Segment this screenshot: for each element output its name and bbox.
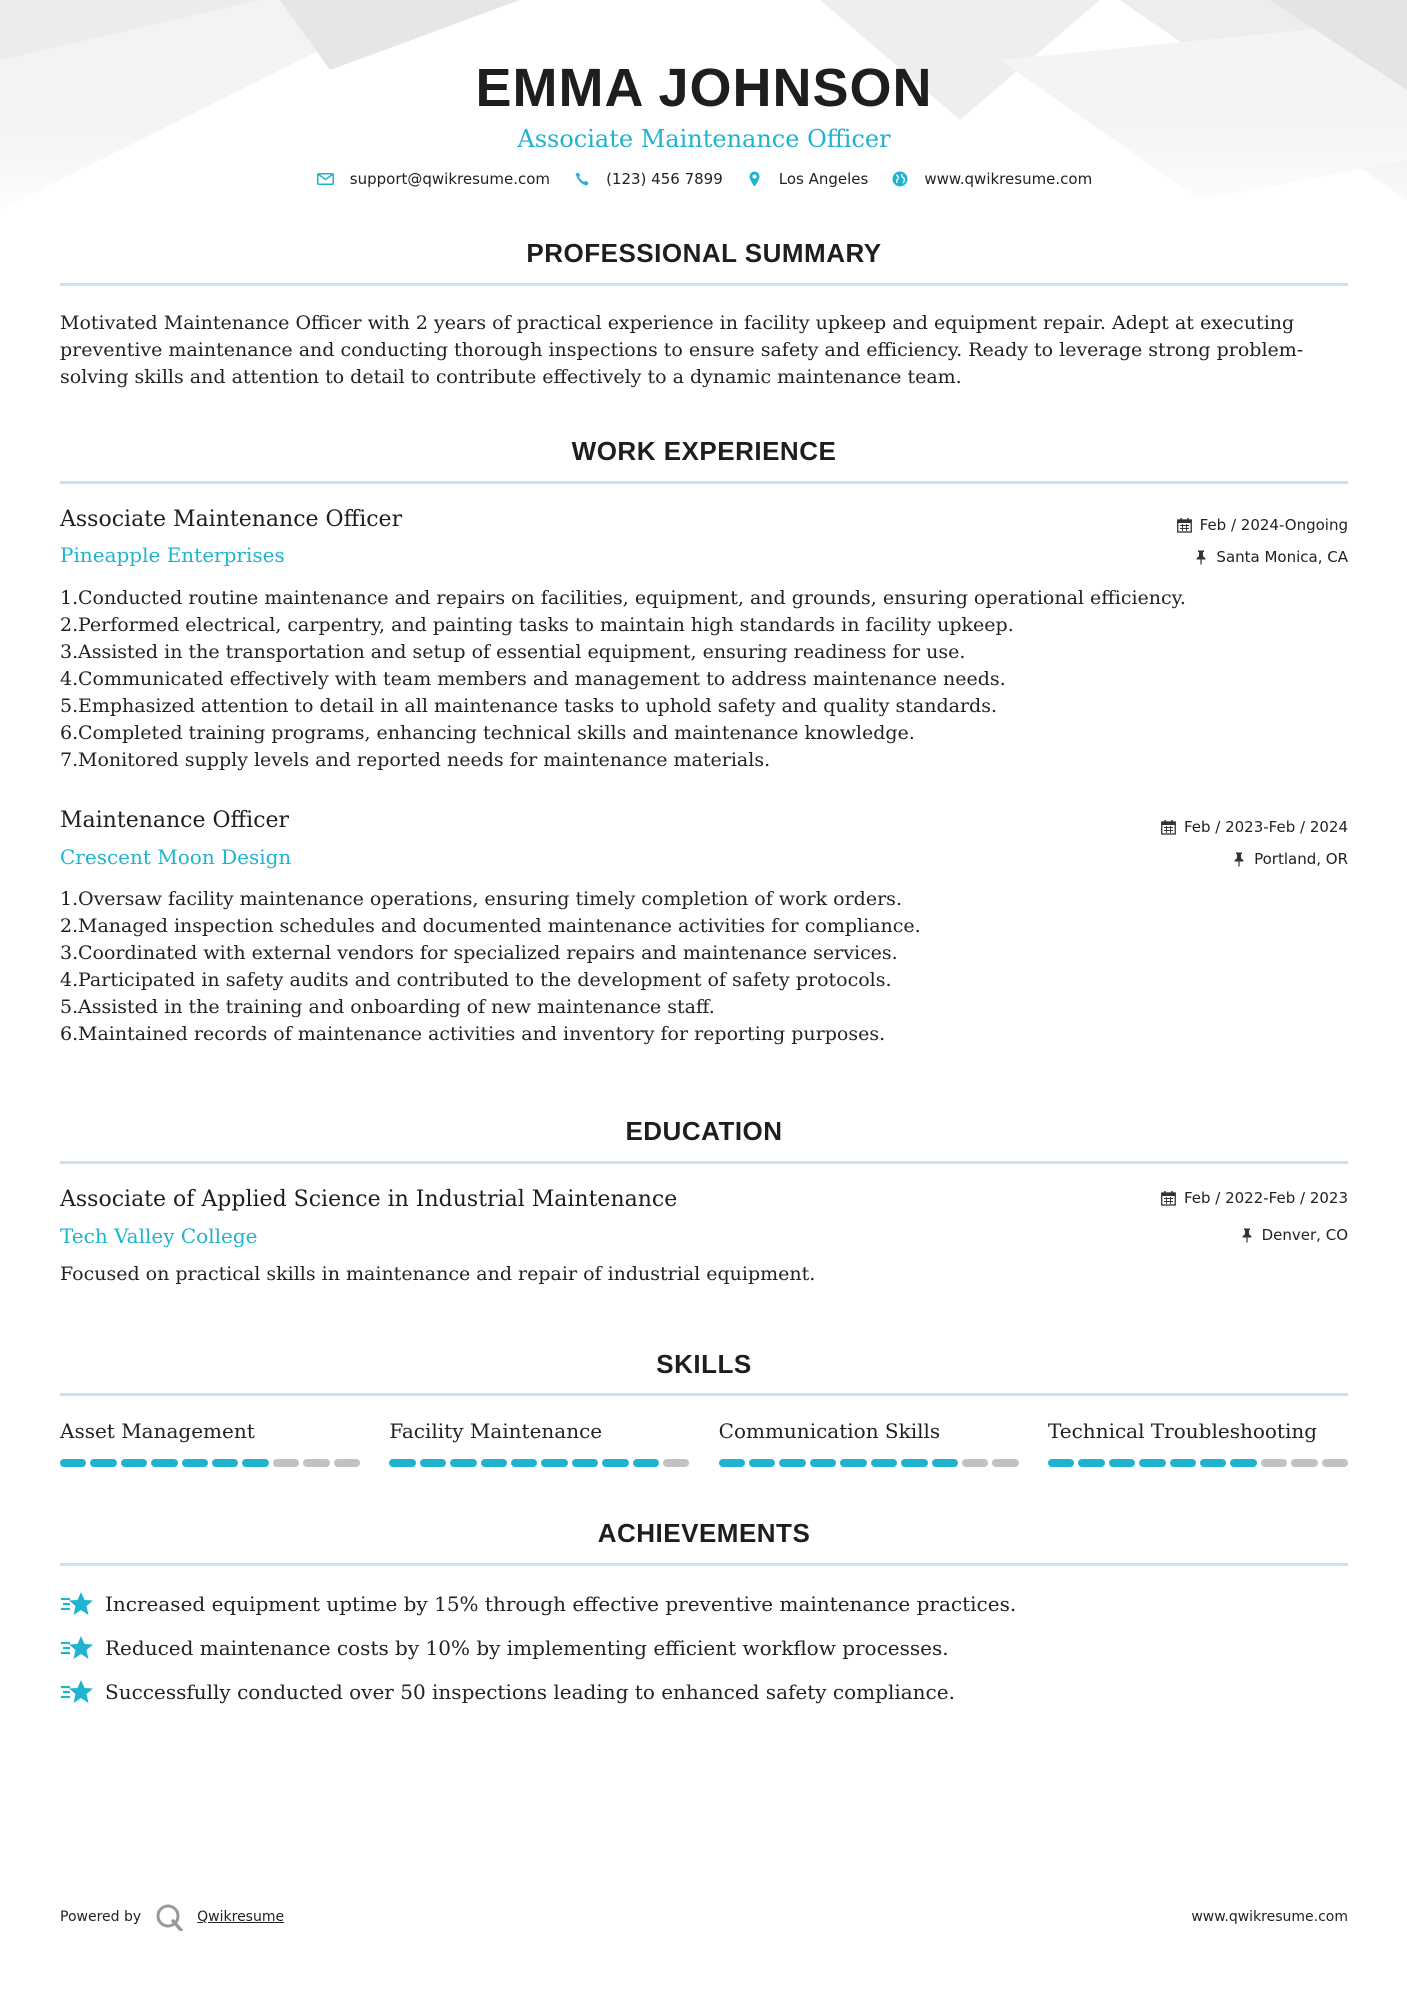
job-dates: [1161, 818, 1348, 836]
list-text: Communicated effectively with team members and management to address maintenance needs.: [78, 668, 1006, 690]
achievement-item: [60, 1670, 1348, 1714]
list-item: [60, 747, 1348, 774]
job-title: Maintenance Officer: [60, 808, 290, 833]
skill-level-segment: [450, 1459, 476, 1467]
contact-bar: [60, 170, 1348, 188]
job-bullets: [60, 886, 1348, 1048]
achievements-heading: ACHIEVEMENTS: [597, 1518, 811, 1548]
list-number: 4.: [60, 969, 79, 991]
pushpin-icon: [1193, 549, 1209, 565]
list-text: Emphasized attention to detail in all maintenance tasks to uphold safety and quality standards.: [78, 695, 997, 717]
skill-level-segment: [1048, 1459, 1074, 1467]
list-number: 6.: [60, 722, 79, 744]
list-number: 3.: [60, 942, 79, 964]
list-item: [60, 940, 1348, 967]
phone-icon: [572, 170, 592, 188]
skill-level-segment: [779, 1459, 805, 1467]
skill-level-segment: [1230, 1459, 1256, 1467]
skill-level-segment: [1322, 1459, 1348, 1467]
skill-level-segment: [541, 1459, 567, 1467]
education-divider: [60, 1161, 1348, 1164]
education-heading: EDUCATION: [625, 1116, 783, 1146]
skill-level-segment: [481, 1459, 507, 1467]
list-text: Conducted routine maintenance and repairs on facilities, equipment, and grounds, ensuring operational efficiency.: [78, 587, 1186, 609]
skill-item: [389, 1418, 689, 1467]
skill-level-segment: [633, 1459, 659, 1467]
skill-level-segment: [663, 1459, 689, 1467]
list-number: 6.: [60, 1023, 79, 1045]
list-item: [60, 666, 1348, 693]
job-dates-text: Feb / 2024-Ongoing: [1199, 516, 1348, 534]
skill-level-segment: [389, 1459, 415, 1467]
skill-level-bar: [389, 1459, 689, 1467]
achievement-item: [60, 1582, 1348, 1626]
list-number: 2.: [60, 915, 79, 937]
skill-level-segment: [242, 1459, 268, 1467]
skill-level-segment: [1200, 1459, 1226, 1467]
education-dates-text: Feb / 2022-Feb / 2023: [1183, 1189, 1348, 1207]
list-text: Assisted in the transportation and setup of essential equipment, ensuring readiness for use.: [78, 641, 966, 663]
job-company: Crescent Moon Design: [60, 845, 292, 869]
achievements-divider: [60, 1563, 1348, 1566]
summary-divider: [60, 283, 1348, 286]
list-item: [60, 913, 1348, 940]
list-item: [60, 585, 1348, 612]
list-text: Coordinated with external vendors for specialized repairs and maintenance services.: [78, 942, 898, 964]
job-bullets: [60, 585, 1348, 774]
education-dates: [1161, 1189, 1348, 1207]
skill-level-segment: [182, 1459, 208, 1467]
achievements-list: [60, 1582, 1348, 1714]
skill-level-segment: [572, 1459, 598, 1467]
skill-level-segment: [121, 1459, 147, 1467]
skill-level-segment: [303, 1459, 329, 1467]
list-text: Performed electrical, carpentry, and painting tasks to maintain high standards in facility upkeep.: [78, 614, 1014, 636]
contact-email-text: support@qwikresume.com: [349, 170, 551, 188]
calendar-icon: [1177, 517, 1193, 533]
list-text: Participated in safety audits and contributed to the development of safety protocols.: [78, 969, 892, 991]
candidate-name: EMMA JOHNSON: [475, 58, 933, 118]
skill-level-segment: [749, 1459, 775, 1467]
job-dates: [1177, 516, 1348, 534]
skill-level-segment: [420, 1459, 446, 1467]
skill-level-segment: [60, 1459, 86, 1467]
skill-level-segment: [602, 1459, 628, 1467]
education-location-text: Denver, CO: [1261, 1226, 1348, 1244]
skill-level-segment: [719, 1459, 745, 1467]
job-company: Pineapple Enterprises: [60, 543, 285, 567]
list-item: [60, 1021, 1348, 1048]
skill-level-segment: [212, 1459, 238, 1467]
map-pin-icon: [745, 170, 765, 188]
skill-level-segment: [334, 1459, 360, 1467]
list-item: [60, 693, 1348, 720]
globe-icon: [890, 170, 910, 188]
summary-heading: PROFESSIONAL SUMMARY: [526, 238, 882, 268]
qwikresume-link[interactable]: Qwikresume: [197, 1909, 285, 1925]
shooting-star-icon: [60, 1589, 94, 1619]
job-location-text: Santa Monica, CA: [1216, 548, 1348, 566]
candidate-title: Associate Maintenance Officer: [517, 125, 891, 153]
skill-level-segment: [901, 1459, 927, 1467]
skill-level-segment: [1078, 1459, 1104, 1467]
list-number: 1.: [60, 587, 79, 609]
skill-level-segment: [1261, 1459, 1287, 1467]
skill-item: [1048, 1418, 1348, 1467]
list-number: 1.: [60, 888, 79, 910]
summary-text: Motivated Maintenance Officer with 2 years of practical experience in facility upkeep and equipment repair. Adept at executing preventive maintenance and conducting thorough inspections to ensure safety and efficiency. Ready to leverage strong problem-solving skills and attention to detail to contribute effectively to a dynamic maintenance team.: [60, 312, 1304, 388]
footer-branding: [60, 1903, 284, 1931]
skills-heading: SKILLS: [656, 1349, 752, 1379]
job-location-text: Portland, OR: [1254, 850, 1348, 868]
contact-location-text: Los Angeles: [778, 170, 869, 188]
pushpin-icon: [1231, 851, 1247, 867]
list-text: Maintained records of maintenance activities and inventory for reporting purposes.: [78, 1023, 886, 1045]
degree-title: Associate of Applied Science in Industrial Maintenance: [60, 1187, 678, 1212]
list-item: [60, 994, 1348, 1021]
skill-level-segment: [992, 1459, 1018, 1467]
list-text: Assisted in the training and onboarding of new maintenance staff.: [78, 996, 715, 1018]
skill-level-bar: [1048, 1459, 1348, 1467]
skill-level-segment: [273, 1459, 299, 1467]
skill-level-segment: [810, 1459, 836, 1467]
list-item: [60, 886, 1348, 913]
skill-level-segment: [932, 1459, 958, 1467]
achievement-text: Successfully conducted over 50 inspections leading to enhanced safety compliance.: [105, 1680, 955, 1704]
page-footer: [60, 1903, 1348, 1931]
experience-divider: [60, 481, 1348, 484]
skill-item: [60, 1418, 360, 1467]
qwikresume-logo-icon: [155, 1903, 183, 1931]
calendar-icon: [1161, 819, 1177, 835]
skill-name: Technical Troubleshooting: [1047, 1419, 1318, 1443]
contact-website[interactable]: [890, 170, 1092, 188]
shooting-star-icon: [60, 1677, 94, 1707]
contact-location: [745, 170, 869, 188]
list-number: 7.: [60, 749, 79, 771]
pushpin-icon: [1239, 1227, 1255, 1243]
list-text: Managed inspection schedules and documented maintenance activities for compliance.: [78, 915, 921, 937]
job-location: [1193, 548, 1348, 566]
resume-header: [60, 56, 1348, 188]
list-number: 5.: [60, 996, 79, 1018]
list-text: Oversaw facility maintenance operations, ensuring timely completion of work orders.: [78, 888, 902, 910]
skills-grid: [60, 1418, 1348, 1467]
contact-phone[interactable]: [572, 170, 723, 188]
skill-level-segment: [871, 1459, 897, 1467]
skill-level-bar: [60, 1459, 360, 1467]
achievement-text: Increased equipment uptime by 15% through effective preventive maintenance practices.: [105, 1592, 1017, 1616]
job-title: Associate Maintenance Officer: [60, 507, 403, 532]
envelope-icon: [316, 170, 336, 188]
list-item: [60, 967, 1348, 994]
skill-item: [719, 1418, 1019, 1467]
shooting-star-icon: [60, 1633, 94, 1663]
skill-level-segment: [511, 1459, 537, 1467]
skill-level-segment: [840, 1459, 866, 1467]
skill-name: Asset Management: [60, 1419, 255, 1443]
powered-by-label: Powered by: [60, 1909, 142, 1925]
skill-name: Communication Skills: [718, 1419, 941, 1443]
skill-level-segment: [1170, 1459, 1196, 1467]
skills-divider: [60, 1393, 1348, 1396]
list-item: [60, 612, 1348, 639]
school-name: Tech Valley College: [60, 1224, 258, 1248]
list-item: [60, 720, 1348, 747]
job-location: [1231, 850, 1348, 868]
education-location: [1239, 1226, 1348, 1244]
job-dates-text: Feb / 2023-Feb / 2024: [1183, 818, 1348, 836]
skill-level-segment: [1291, 1459, 1317, 1467]
contact-email[interactable]: [316, 170, 550, 188]
list-item: [60, 639, 1348, 666]
skill-level-segment: [1139, 1459, 1165, 1467]
skill-level-bar: [719, 1459, 1019, 1467]
list-text: Monitored supply levels and reported needs for maintenance materials.: [78, 749, 771, 771]
list-number: 2.: [60, 614, 79, 636]
footer-website-link[interactable]: www.qwikresume.com: [1191, 1909, 1348, 1925]
calendar-icon: [1161, 1190, 1177, 1206]
list-number: 5.: [60, 695, 79, 717]
list-number: 3.: [60, 641, 79, 663]
education-description: Focused on practical skills in maintenance and repair of industrial equipment.: [60, 1263, 816, 1285]
list-number: 4.: [60, 668, 79, 690]
achievement-text: Reduced maintenance costs by 10% by implementing efficient workflow processes.: [105, 1636, 949, 1660]
achievement-item: [60, 1626, 1348, 1670]
skill-name: Facility Maintenance: [389, 1419, 603, 1443]
contact-phone-text: (123) 456 7899: [606, 170, 723, 188]
list-text: Completed training programs, enhancing technical skills and maintenance knowledge.: [78, 722, 915, 744]
skill-level-segment: [151, 1459, 177, 1467]
contact-website-text: www.qwikresume.com: [924, 170, 1093, 188]
experience-heading: WORK EXPERIENCE: [571, 436, 837, 466]
skill-level-segment: [90, 1459, 116, 1467]
skill-level-segment: [962, 1459, 988, 1467]
skill-level-segment: [1109, 1459, 1135, 1467]
